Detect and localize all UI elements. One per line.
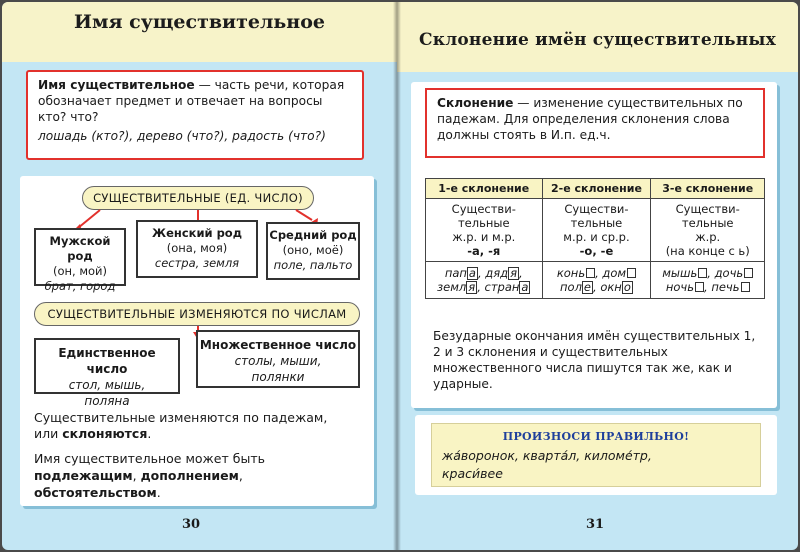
numbers-header-oval: СУЩЕСТВИТЕЛЬНЫЕ ИЗМЕНЯЮТСЯ ПО ЧИСЛАМ [34,302,360,326]
gender-examples: сестра, земля [154,256,240,270]
empty-ending-box [744,268,753,278]
pronounce-line-2: краси́вее [442,466,503,481]
table-cell-desc [426,199,543,262]
empty-ending-box [586,268,595,278]
example-word: ночь [665,280,695,294]
cases-bold-term: склоняются [62,426,148,441]
role-adverbial: обстоятельством [34,485,157,500]
cases-line-2 [34,426,364,442]
desc-line: Существи- [675,202,740,216]
table-header: 2-е склонение [542,179,651,199]
cases-paragraph [34,410,364,442]
gender-pronouns: (он, мой) [52,264,108,278]
example-stem: дяд [485,266,509,280]
role-sep-2: , [238,468,243,483]
gender-pronouns: (оно, моё) [282,243,344,257]
desc-line: тельные [457,216,510,230]
declension-text: — изменение существительных по падежам. Для определения склонения слова должны стоять в И.п. ед.ч. [437,96,743,142]
cases-line-2-start: или [34,426,63,441]
example-stem: земл [437,280,467,294]
ending-box: е [583,280,591,294]
number-box-singular [34,338,180,408]
number-title: Множественное число [199,338,357,352]
example-stem: пап [444,266,467,280]
gender-pronouns: (она, моя) [166,241,228,255]
ending-box: я [468,280,476,294]
unstressed-endings-paragraph: Безударные окончания имён существительных 1, 2 и 3 склонения и существительных множественного числа пишутся так же, как и ударные. [433,329,756,391]
table-header-row [426,179,765,199]
empty-ending-box [627,268,636,278]
pronounce-line-1: жа́воронок, кварта́л, киломе́тр, [442,448,652,463]
declension-definition-box [425,88,765,158]
gender-title: Средний род [269,228,357,242]
pronounce-words [442,447,750,483]
desc-line: ж.р. [695,230,721,244]
number-box-plural [196,330,360,388]
role-subject: подлежащим [34,468,133,483]
gender-examples: поле, пальто [273,258,353,272]
number-title: Единственное число [58,346,156,376]
role-object: дополнением [140,468,239,483]
gender-header-oval: СУЩЕСТВИТЕЛЬНЫЕ (ЕД. ЧИСЛО) [82,186,314,210]
desc-line: ж.р. и м.р. [452,230,516,244]
ending-box: а [521,280,529,294]
table-row [426,199,765,262]
right-page [397,2,798,550]
empty-ending-box [698,268,707,278]
declension-term: Склонение [437,96,514,110]
table-header: 3-е склонение [651,179,765,199]
pronounce-note [431,423,761,487]
right-page-title: Склонение имён существительных [419,30,776,50]
left-page [2,2,397,550]
gender-box-neuter [266,222,360,280]
left-page-number: 30 [182,517,201,532]
definition-text: — часть речи, которая обозначает предмет и отвечает на вопросы кто? что? [38,78,345,124]
gender-box-feminine [136,220,258,278]
role-end: . [156,485,161,500]
left-page-title: Имя существительное [74,11,325,33]
book-spine [393,2,401,550]
definition-examples: лошадь (кто?), дерево (что?), радость (что?) [38,129,326,143]
desc-ending: (на конце с ь) [665,244,750,258]
table-cell-desc [651,199,765,262]
example-stem: пол [560,280,582,294]
declension-panel [411,82,777,408]
right-page-number: 31 [586,517,605,532]
roles-paragraph [34,450,364,501]
desc-line: Существи- [564,202,629,216]
desc-line: м.р. и ср.р. [563,230,630,244]
definition-term: Имя существительное [38,78,195,92]
number-line2: поляна [84,394,130,408]
table-row [426,262,765,299]
table-cell-examples: конь , дом пол е , окн о [542,262,651,299]
empty-ending-box [741,282,750,292]
cases-line-1: Существительные изменяются по падежам, [34,410,328,425]
empty-ending-box [695,282,704,292]
noun-definition-box [26,70,364,160]
gender-examples: брат, город [44,279,116,293]
noun-diagram-panel [20,176,374,506]
example-word: дочь [714,266,744,280]
role-sep-1: , [132,468,141,483]
number-line2: полянки [251,370,305,384]
desc-line: Существи- [451,202,516,216]
example-stem: стран [484,280,520,294]
declension-table [425,178,765,299]
pronounce-panel [415,415,777,495]
table-cell-examples: пап а , дяд я , земл я , стран а [426,262,543,299]
pronounce-title: ПРОИЗНОСИ ПРАВИЛЬНО! [502,430,690,443]
desc-ending: -о, -е [579,244,614,258]
ending-box: а [468,266,476,280]
roles-text: Имя существительное может быть [34,451,265,466]
desc-line: тельные [570,216,623,230]
example-word: печь [711,280,740,294]
table-cell-examples: мышь , дочь ночь , печь [651,262,765,299]
example-word: мышь [662,266,698,280]
ending-box: я [510,266,518,280]
desc-line: тельные [681,216,734,230]
table-header: 1-е склонение [426,179,543,199]
number-line1: столы, мыши, [234,354,322,368]
example-word: конь [556,266,586,280]
number-line1: стол, мышь, [68,378,146,392]
gender-title: Женский род [152,226,242,240]
ending-box: о [623,280,631,294]
gender-title: Мужской род [49,234,111,263]
cases-line-2-end: . [147,426,152,441]
gender-box-masculine [34,228,126,293]
desc-ending: -а, -я [467,244,501,258]
example-word: дом [602,266,627,280]
example-stem: окн [600,280,622,294]
table-cell-desc [542,199,651,262]
